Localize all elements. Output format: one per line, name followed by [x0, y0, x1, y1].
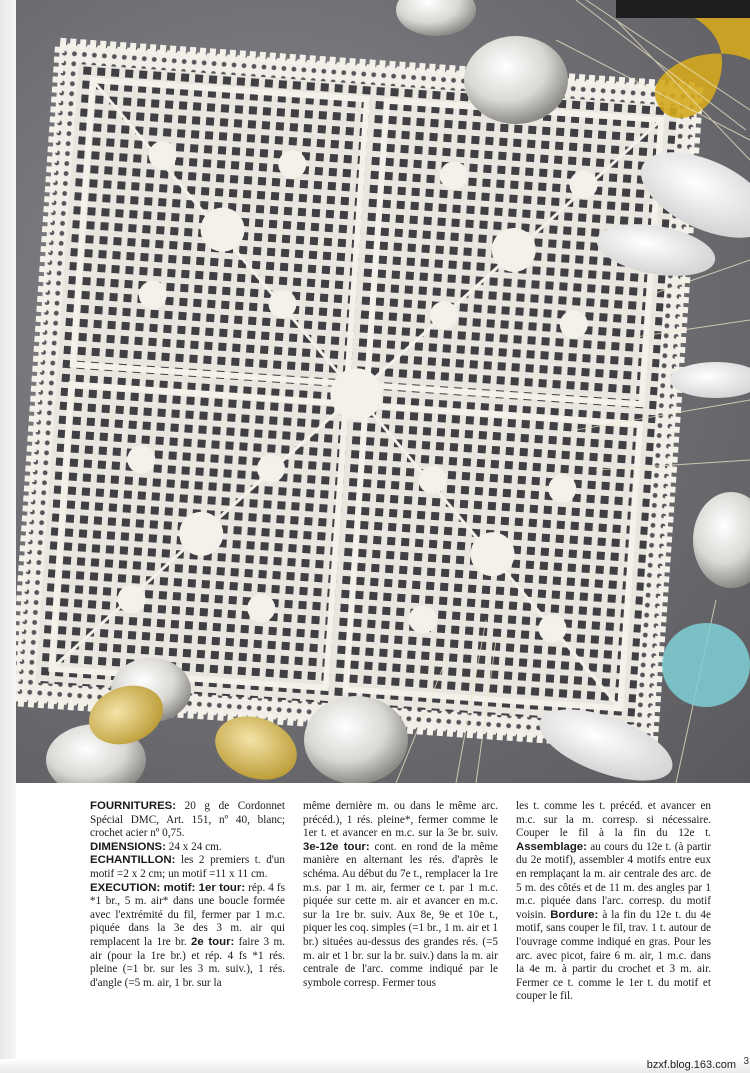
- tour2-text: faire 3 m. air (pour la 1re br.) et rép. 4 fs *1 rés. pleine (=1 br. sur les 3 m. suiv.), 1 rés. d'angle (=5 m. air, 1 br. sur la: [90, 935, 285, 989]
- column-2-text-b: cont. en rond de la même manière en alternant les rés. d'après le schéma. Au début du 7e t., remplacer la 1re m.s. par 1 m. air, fermer ce t. par 1 m.c. piquée sur cette m. air et avancer en m.c. sur la 1re br. suiv. Aux 8e, 9e et 10e t., piquer les coq. simples (=1 br., 1 m. air et 1 br.) situées au-dessus des grandes rés. (=5 m. air et 1 br. sur la br. suiv.) dans la m. air centrale de l'arc. comme indiqué par le symbole corresp. Fermer tous: [303, 840, 498, 989]
- column-2-paragraph: [303, 800, 498, 990]
- echantillon-paragraph: [90, 854, 285, 881]
- text-column-2: [303, 800, 498, 990]
- watermark-url: bzxf.blog.163.com: [646, 1059, 736, 1071]
- echantillon-label: ECHANTILLON:: [90, 854, 176, 867]
- text-column-1: [90, 800, 285, 990]
- execution-paragraph: [90, 882, 285, 991]
- column-3-text-a: les t. comme les t. précéd. et avancer en m.c. sur la m. corresp. si nécessaire. Couper le fil à la fin du 12e t.: [516, 800, 711, 840]
- fournitures-paragraph: [90, 800, 285, 841]
- doily: [16, 43, 699, 746]
- bordure-label: Bordure:: [550, 908, 599, 921]
- assemblage-label: Assemblage:: [516, 840, 587, 853]
- page-left-margin: [0, 0, 16, 1073]
- page-number: 3: [743, 1056, 749, 1067]
- tour2-label: 2e tour:: [190, 935, 235, 948]
- echantillon-text: les 2 premiers t. d'un motif =2 x 2 cm; un motif =11 x 11 cm.: [90, 854, 285, 880]
- footer-bar: [0, 1059, 750, 1073]
- column-3-text-b: au cours du 12e t. (à partir du 2e motif), assembler 4 motifs entre eux en remplaçant la m. air centrale des arc. de 5 m. des côtés et de 11 m. des angles par 1 m.c. piquée dans l'arc. corresp. du motif voisin.: [516, 840, 711, 921]
- dimensions-text: 24 x 24 cm.: [165, 840, 222, 853]
- crochet-doily-photo: [16, 0, 750, 783]
- tour3-12-label: 3e-12e tour:: [303, 840, 370, 853]
- column-3-text-c: à la fin du 12e t. du 4e motif, sans couper le fil, trav. 1 t. autour de l'ouvrage comme indiqué en gras. Pour les arc. avec picot, faire 6 m. air, 1 m.c. dans la 4e m. à partir du crochet et 3 m. air. Fermer ce t. comme le 1er t. du motif et couper le fil.: [516, 908, 711, 1003]
- execution-text: rép. 4 fs *1 br., 5 m. air* dans une boucle formée avec l'extrémité du fil, fermer par 1 m.c. piquée dans la 3e des 3 m. air qui remplacent la 1re br.: [90, 881, 285, 948]
- instructions-text: [90, 800, 710, 1050]
- dimensions-paragraph: [90, 841, 285, 855]
- execution-label: EXECUTION: motif: 1er tour:: [90, 881, 246, 894]
- dimensions-label: DIMENSIONS:: [90, 840, 166, 853]
- fournitures-text: 20 g de Cordonnet Spécial DMC, Art. 151, nº 40, blanc; crochet acier nº 0,75.: [90, 800, 285, 840]
- column-3-paragraph: [516, 800, 711, 1004]
- text-column-3: [516, 800, 711, 1004]
- fournitures-label: FOURNITURES:: [90, 800, 177, 812]
- column-2-text-a: même dernière m. ou dans le même arc. précéd.), 1 rés. pleine*, fermer comme le 1er t. et avancer en m.c. sur la 3e br. suiv.: [303, 800, 498, 840]
